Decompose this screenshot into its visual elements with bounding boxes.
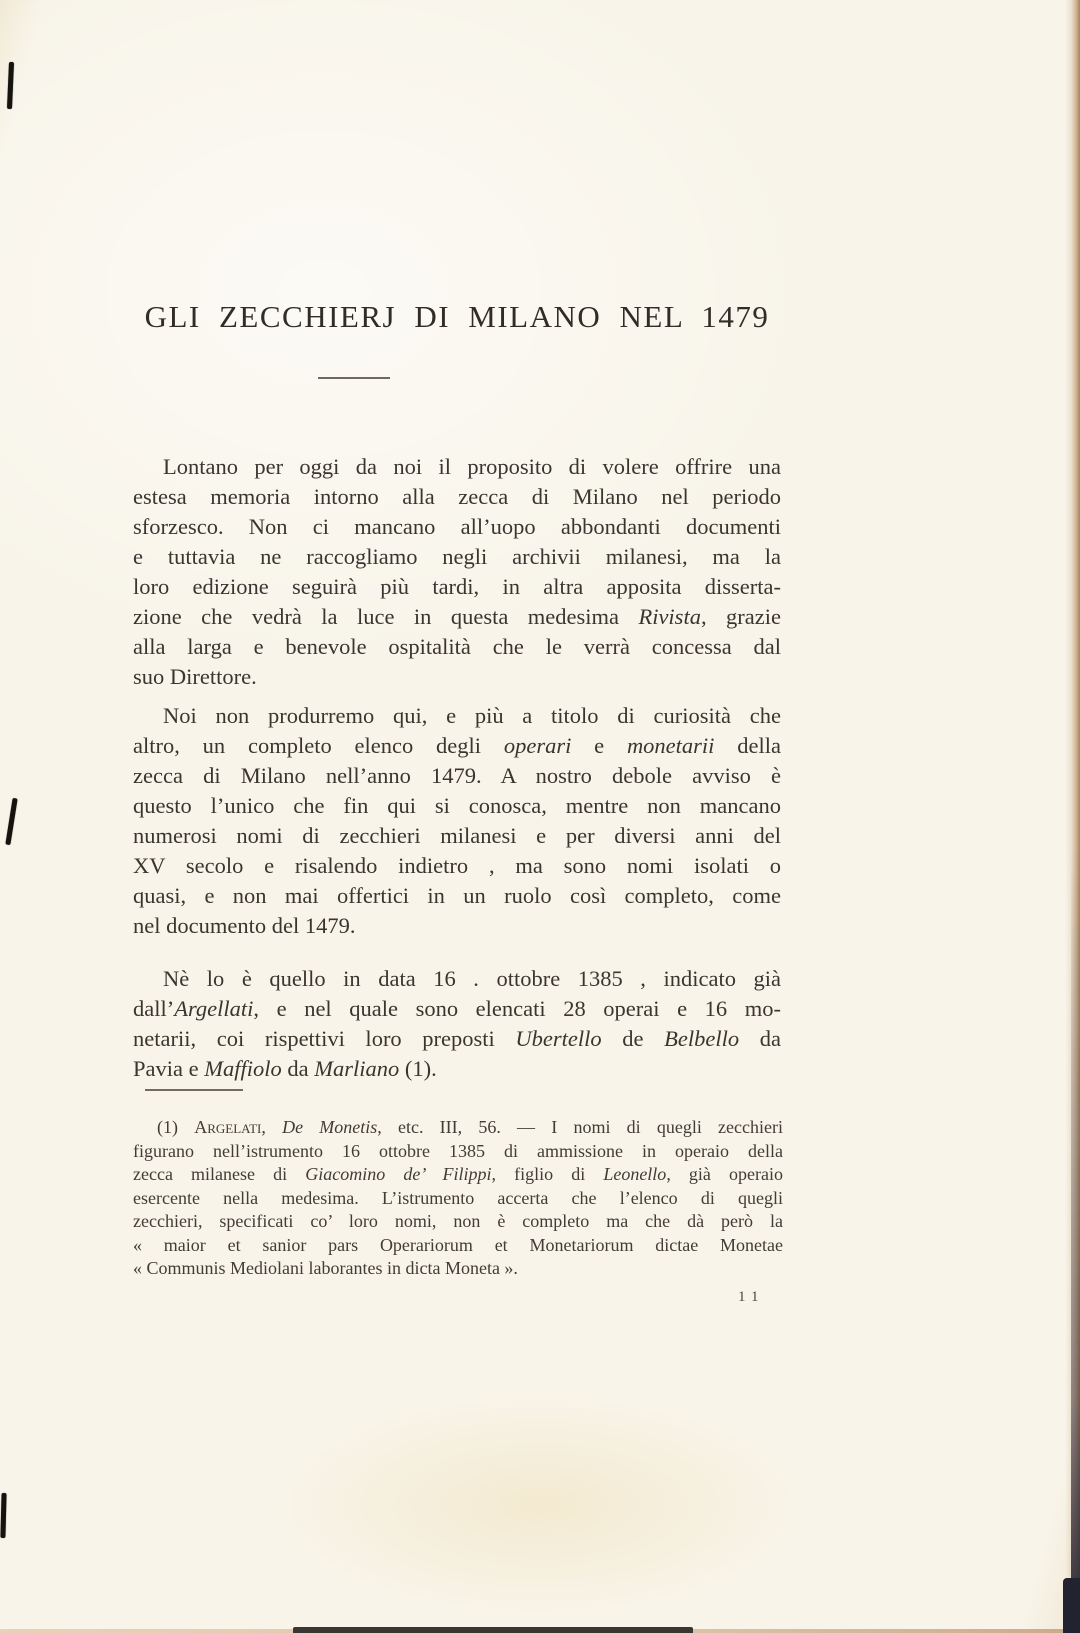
paragraph-2 <box>133 701 781 941</box>
text-line: « maior et sanior pars Operariorum et Monetariorum dictae Monetae <box>133 1234 783 1255</box>
text-line: esercente nella medesima. L’istrumento accerta che l’elenco di quegli <box>133 1187 783 1208</box>
page-edge-right-shadow <box>1071 849 1080 1633</box>
footnote-separator <box>145 1089 243 1091</box>
page-title: GLI ZECCHIERJ DI MILANO NEL 1479 <box>144 299 770 334</box>
page-bottom-shadow <box>293 1627 693 1633</box>
text-line: zecca di Milano nell’anno 1479. A nostro debole avviso è <box>133 763 781 788</box>
ink-mark-top-left <box>7 62 14 109</box>
text-line: XV secolo e risalendo indietro , ma sono nomi isolati o <box>133 853 781 878</box>
text-line: Noi non produrremo qui, e più a titolo di curiosità che <box>163 703 781 728</box>
ink-mark-bottom-left <box>0 1493 6 1538</box>
text-line: (1) Argelati, De Monetis, etc. III, 56. — I nomi di quegli zecchieri <box>157 1117 783 1137</box>
text-line: loro edizione seguirà più tardi, in altra apposita disserta- <box>133 574 781 599</box>
text-line: numerosi nomi di zecchieri milanesi e per diversi anni del <box>133 823 781 848</box>
text-line: nel documento del 1479. <box>133 913 356 938</box>
text-line: zecchieri, specificati co’ loro nomi, non è completo ma che dà però la <box>133 1211 783 1231</box>
text-line: sforzesco. Non ci mancano all’uopo abbondanti documenti <box>133 514 781 539</box>
text-line: Lontano per oggi da noi il proposito di volere offrire una <box>163 454 781 479</box>
paragraph-1 <box>133 452 781 692</box>
text-line: questo l’unico che fin qui si conosca, mentre non mancano <box>133 793 781 818</box>
paragraph-3 <box>133 964 781 1084</box>
text-line: alla larga e benevole ospitalità che le verrà concessa dal <box>133 634 781 659</box>
footnote <box>133 1116 783 1281</box>
text-line: altro, un completo elenco degli operari e monetarii della <box>133 733 781 758</box>
text-line: quasi, e non mai offertici in un ruolo così completo, come <box>133 883 781 908</box>
text-line: dall’Argellati, e nel quale sono elencati 28 operai e 16 mo- <box>133 996 781 1021</box>
text-line: e tuttavia ne raccogliamo negli archivii milanesi, ma la <box>133 544 781 569</box>
text-line: zecca milanese di Giacomino de’ Filippi, figlio di Leonello, già operaio <box>133 1164 783 1184</box>
text-line: figurano nell’istrumento 16 ottobre 1385 di ammissione in operaio della <box>133 1140 783 1161</box>
text-line: « Communis Mediolani laborantes in dicta Moneta ». <box>133 1258 518 1278</box>
body-text <box>133 452 781 1084</box>
text-line: netarii, coi rispettivi loro preposti Ubertello de Belbello da <box>133 1026 781 1051</box>
text-line: Nè lo è quello in data 16 . ottobre 1385 , indicato già <box>163 966 781 991</box>
text-line: estesa memoria intorno alla zecca di Milano nel periodo <box>133 484 781 509</box>
title-divider <box>318 377 390 379</box>
text-line: zione che vedrà la luce in questa medesima Rivista, grazie <box>133 604 781 629</box>
text-line: suo Direttore. <box>133 664 257 689</box>
signature-number: 11 <box>738 1289 765 1305</box>
page-corner-shadow <box>1063 1578 1080 1633</box>
ink-mark-middle-left <box>5 798 17 845</box>
text-line: Pavia e Maffiolo da Marliano (1). <box>133 1056 437 1081</box>
